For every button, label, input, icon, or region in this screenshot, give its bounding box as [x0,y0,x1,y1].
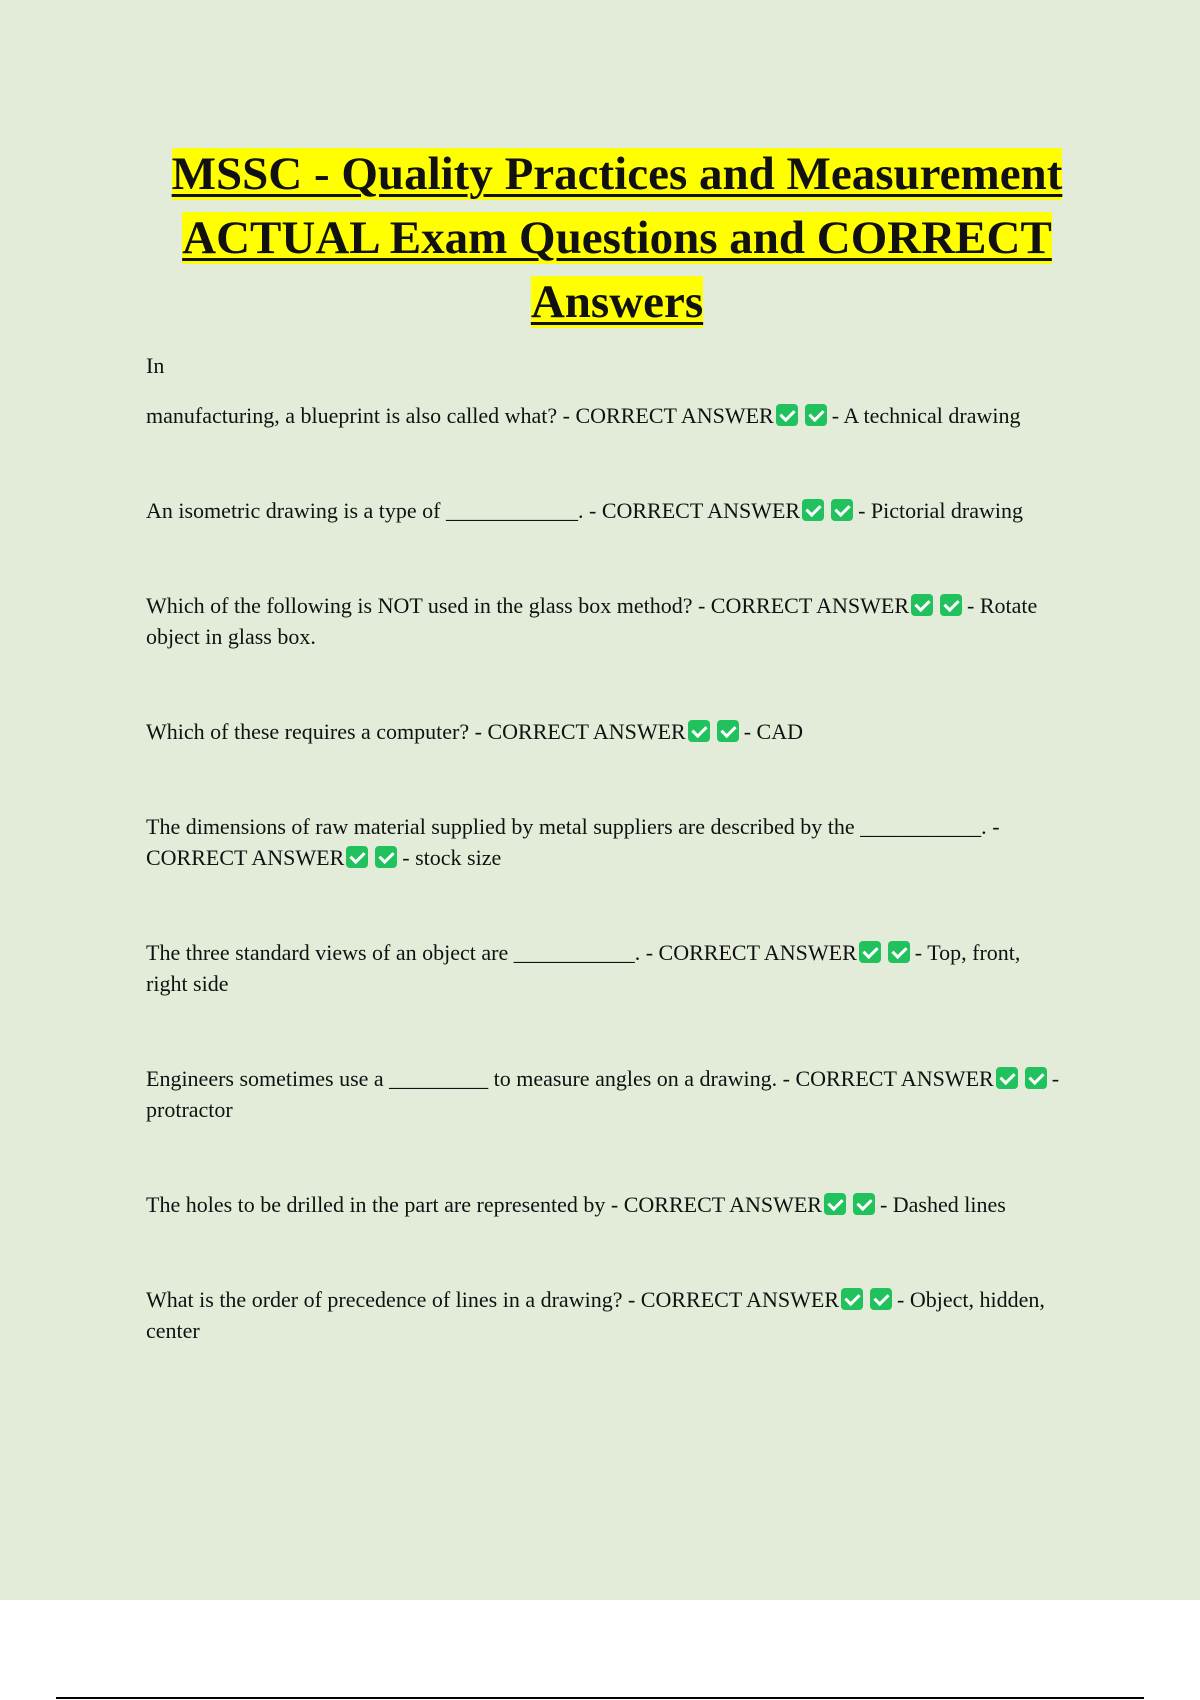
answer-text: - Pictorial drawing [858,498,1024,523]
check-mark-icon [940,594,962,616]
correct-answer-label: - CORRECT ANSWER [697,593,910,618]
correct-answer-label: - CORRECT ANSWER [782,1066,994,1091]
qa-content [146,350,1066,1410]
check-mark-icon [688,720,710,742]
correct-answer-label: - CORRECT ANSWER [146,814,1000,870]
answer-text: - protractor [146,1066,1060,1122]
check-mark-icon [996,1067,1018,1089]
question-text: Which of the following is NOT used in the glass box method? [146,593,693,618]
answer-text: - Dashed lines [879,1192,1006,1217]
check-mark-icon [831,499,853,521]
qa-item [146,937,1066,999]
question-text: Engineers sometimes use a _________ to measure angles on a drawing. [146,1066,778,1091]
correct-answer-label: - CORRECT ANSWER [627,1287,840,1312]
check-mark-icon [870,1288,892,1310]
question-text: What is the order of precedence of lines in a drawing? [146,1287,623,1312]
intro-text: In [146,353,165,378]
question-text: An isometric drawing is a type of ____________. [146,498,584,523]
answer-text: - CAD [743,719,803,744]
footer-divider [56,1697,1144,1699]
question-text: manufacturing, a blueprint is also called what? [146,403,558,428]
check-mark-icon [802,499,824,521]
answer-text: - Object, hidden, center [146,1287,1045,1343]
check-mark-icon [853,1193,875,1215]
question-text: The three standard views of an object are ___________. [146,940,641,965]
check-mark-icon [805,404,827,426]
qa-list [146,400,1066,1346]
qa-item [146,400,1066,431]
check-mark-icon [888,941,910,963]
check-mark-icon [346,846,368,868]
answer-text: - A technical drawing [831,403,1021,428]
qa-item [146,1284,1066,1346]
qa-item [146,590,1066,652]
check-mark-icon [375,846,397,868]
title-line-1: MSSC - Quality Practices and Measurement [171,148,1063,200]
correct-answer-label: - CORRECT ANSWER [610,1192,822,1217]
qa-item [146,495,1066,526]
qa-item [146,1063,1066,1125]
question-text: Which of these requires a computer? [146,719,470,744]
check-mark-icon [859,941,881,963]
check-mark-icon [841,1288,863,1310]
qa-item [146,1189,1066,1220]
qa-item [146,811,1066,873]
question-text: The dimensions of raw material supplied by metal suppliers are described by the ___________. [146,814,987,839]
check-mark-icon [776,404,798,426]
answer-text: - Top, front, right side [146,940,1021,996]
answer-text: - stock size [402,845,502,870]
qa-item [146,716,1066,747]
title-line-3: Answers [530,276,704,328]
correct-answer-label: - CORRECT ANSWER [562,403,774,428]
title-line-2: ACTUAL Exam Questions and CORRECT [182,212,1052,264]
correct-answer-label: - CORRECT ANSWER [474,719,686,744]
correct-answer-label: - CORRECT ANSWER [645,940,857,965]
question-text: The holes to be drilled in the part are represented by [146,1192,606,1217]
check-mark-icon [911,594,933,616]
check-mark-icon [824,1193,846,1215]
correct-answer-label: - CORRECT ANSWER [589,498,801,523]
check-mark-icon [1025,1067,1047,1089]
check-mark-icon [717,720,739,742]
answer-text: - Rotate object in glass box. [146,593,1038,649]
document-title [120,142,1114,334]
